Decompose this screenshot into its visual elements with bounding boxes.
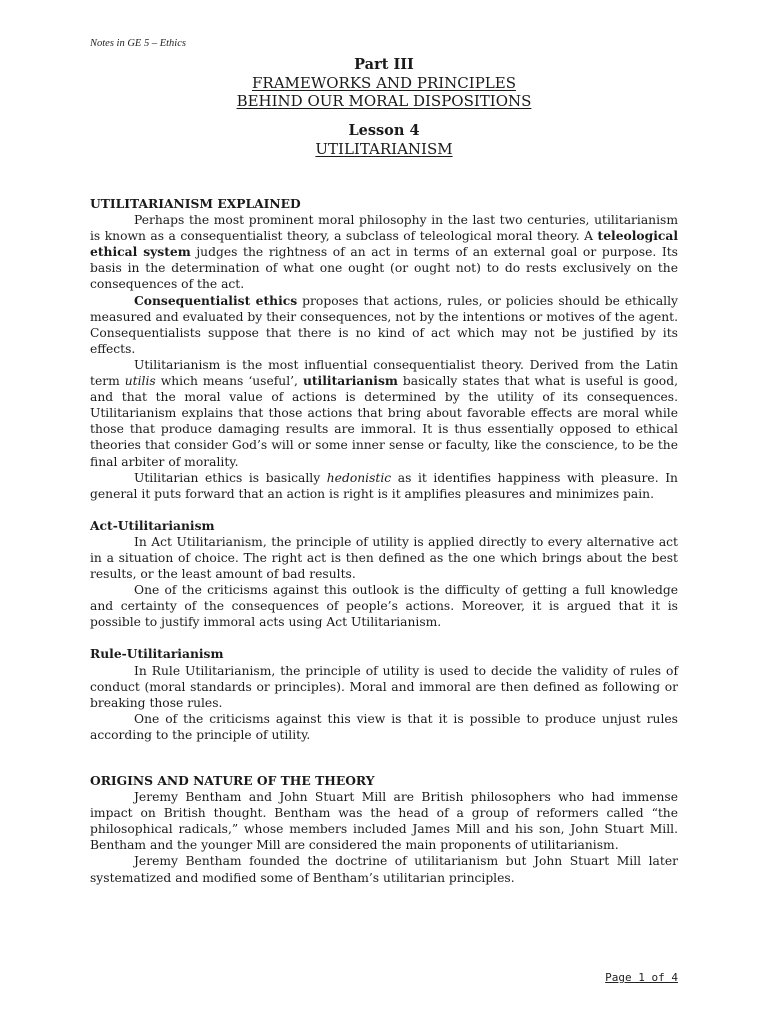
section-heading-explained: UTILITARIANISM EXPLAINED [90, 196, 301, 211]
text-run: Perhaps the most prominent moral philosophy in the last two centuries, utilitarianism is known as a consequentialist theory, a subclass of teleological moral theory. A [90, 213, 678, 244]
text-run: Utilitarian ethics is basically [134, 470, 327, 485]
italic-term: hedonistic [326, 470, 392, 485]
paragraph-explained-4 [90, 470, 678, 502]
lesson-number: Lesson 4 [348, 122, 420, 139]
paragraph-origins-2: Jeremy Bentham founded the doctrine of utilitarianism but John Stuart Mill later systematized and modified some of Bentham’s utilitarian principles. [90, 854, 678, 885]
framework-title-line2: BEHIND OUR MORAL DISPOSITIONS [236, 92, 532, 110]
paragraph-explained-1 [90, 212, 678, 292]
text-run: Utilitarianism is the most influential consequentialist theory. Derived from the Latin term [90, 357, 678, 389]
spacer [90, 502, 678, 518]
document-body [90, 196, 678, 886]
paragraph-explained-2 [90, 293, 678, 357]
section-heading-rule: Rule-Utilitarianism [90, 646, 224, 662]
paragraph-act-1: In Act Utilitarianism, the principle of utility is applied directly to every alternative act in a situation of choice. The right act is then defined as the one which brings about the best results, or the least amount of bad results. [90, 534, 678, 582]
bold-term: teleological ethical system [90, 228, 678, 260]
running-header: Notes in GE 5 – Ethics [90, 38, 186, 49]
lesson-title: UTILITARIANISM [315, 140, 453, 158]
spacer [90, 743, 678, 773]
text-run: which means ‘useful’, [155, 374, 303, 389]
text-run: proposes that actions, rules, or policies should be ethically measured and evaluated by their consequences, not by the intentions or motives of the agent. Consequentialists suppose that there is no kind of act which may not be justified by its effects. [90, 293, 678, 356]
text-run: basically states that what is useful is good, and that the moral value of actions is determined by the utility of its consequences. Utilitarianism explains that those actions that bring about favorable effects are moral while those that produce damaging results are immoral. It is thus essentially opposed to ethical theories that consider God’s will or some inner sense or faculty, like the conscience, to be the final arbiter of morality. [90, 374, 678, 469]
bold-term: utilitarianism [302, 373, 398, 389]
text-run: as it identifies happiness with pleasure. In general it puts forward that an action is right is it amplifies pleasures and minimizes pain. [90, 470, 678, 501]
title-block [0, 56, 768, 158]
bold-term: Consequentialist ethics [134, 292, 298, 308]
paragraph-explained-3 [90, 357, 678, 470]
framework-title-line1: FRAMEWORKS AND PRINCIPLES [252, 74, 516, 92]
section-heading-act: Act-Utilitarianism [90, 517, 215, 533]
paragraph-rule-2: One of the criticisms against this view is that it is possible to produce unjust rules according to the principle of utility. [90, 711, 678, 742]
italic-term: utilis [124, 374, 156, 389]
paragraph-act-2: One of the criticisms against this outlook is the difficulty of getting a full knowledge and certainty of the consequences of people’s actions. Moreover, it is argued that it is possible to justify immoral acts using Act Utilitarianism. [90, 583, 678, 630]
paragraph-rule-1: In Rule Utilitarianism, the principle of utility is used to decide the validity of rules of conduct (moral standards or principles). Moral and immoral are then defined as following or breaking those rules. [90, 663, 678, 710]
section-heading-origins: ORIGINS AND NATURE OF THE THEORY [90, 773, 375, 788]
spacer [90, 630, 678, 646]
text-run: judges the rightness of an act in terms of an external goal or purpose. Its basis in the determination of what one ought (or ought not) to do rests exclusively on the consequences of the act. [90, 245, 678, 292]
part-title: Part III [354, 56, 414, 73]
page-number: Page 1 of 4 [605, 971, 678, 984]
paragraph-origins-1: Jeremy Bentham and John Stuart Mill are British philosophers who had immense impact on British thought. Bentham was the head of a group of reformers called “the philosophical radicals,” whose members included James Mill and his son, John Stuart Mill. Bentham and the younger Mill are considered the main proponents of utilitarianism. [90, 790, 678, 853]
